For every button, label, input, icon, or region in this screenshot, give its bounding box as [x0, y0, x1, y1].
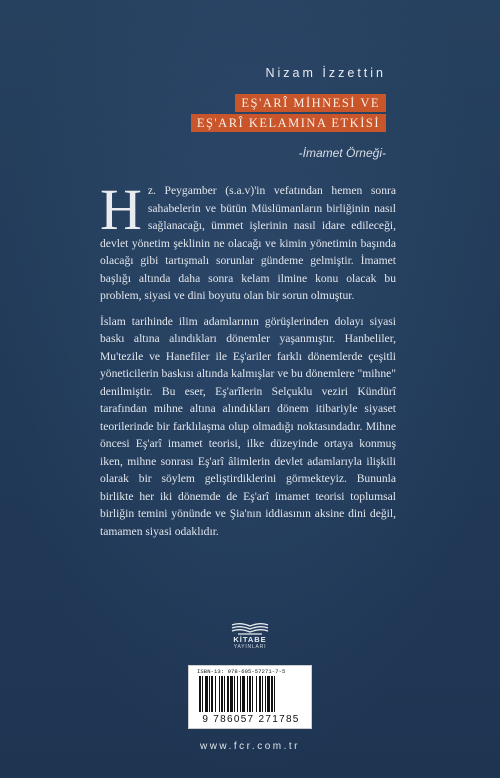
publisher-name: KİTABE [233, 635, 267, 644]
author-name: Nizam İzzettin [265, 66, 386, 80]
book-subtitle: -İmamet Örneği- [298, 146, 386, 160]
barcode-bars [199, 676, 303, 714]
barcode-digits: 9 786057 271785 [202, 714, 300, 725]
book-title-line-2: EŞ'ARÎ KELAMINA ETKİSİ [191, 114, 386, 132]
drop-cap: H [100, 177, 142, 242]
book-title-line-1: EŞ'ARÎ MİHNESİ VE [235, 94, 386, 112]
blurb-paragraph-1 [100, 177, 396, 305]
isbn-label: ISBN-13: 978-605-57271-7-5 [197, 668, 286, 675]
blurb-paragraph-2: İslam tarihinde ilim adamlarının görüşlerinden dolayı siyasi baskı altına alındıkları dönemler yaşanmıştır. Hanbeliler, Mu'tezile ve Hanefiler ile Eş'ariler farklı dönemlerde çeşitli yöneticilerin baskısı altında kalmışlar ve bu dönemlere "mihne" denilmiştir. Bu eser, Eş'arîlerin Selçuklu veziri Kündürî tarafından mihne altına alındıkları dönem itibariyle siyaset teorilerinde bir farklılaşma olup olmadığı noktasındadır. Mihne öncesi Eş'arî imamet teorisi, ilke düzeyinde ortaya konmuş iken, mihne sonrası Eş'arî âlimlerin devlet adamlarıyla ilişkili olarak bir söylem geliştirdiklerini görmekteyiz. Bununla birlikte her iki dönemde de Eş'arî imamet teorisi toplumsal birliğin temini yönünde ve Şia'nın iddiasının aksine dini değil, tamamen siyasi odaklıdır. [100, 314, 396, 538]
isbn-barcode [188, 665, 312, 729]
open-book-icon [230, 622, 270, 636]
publisher-subtitle: YAYINLARI [233, 644, 267, 650]
publisher-logo [217, 622, 283, 656]
blurb-text [100, 177, 396, 548]
publisher-website: www.fcr.com.tr [199, 741, 300, 752]
blurb-paragraph-1-text: z. Peygamber (s.a.v)'in vefatından hemen sonra sahabelerin ve bütün Müslümanların birliğinin nasıl sağlanacağı, ümmet işlerinin nasıl idare edileceği, devlet yönetim şeklinin ne olacağı ve kimin yönetimin başında olacağı gibi tartışmalı sorunlar gündeme gelmiştir. İmamet başlığı altında daha sonra kelam ilmine konu olacak bu problem, siyasi ve dini boyutu olan bir sorun olmuştur. [100, 184, 396, 302]
